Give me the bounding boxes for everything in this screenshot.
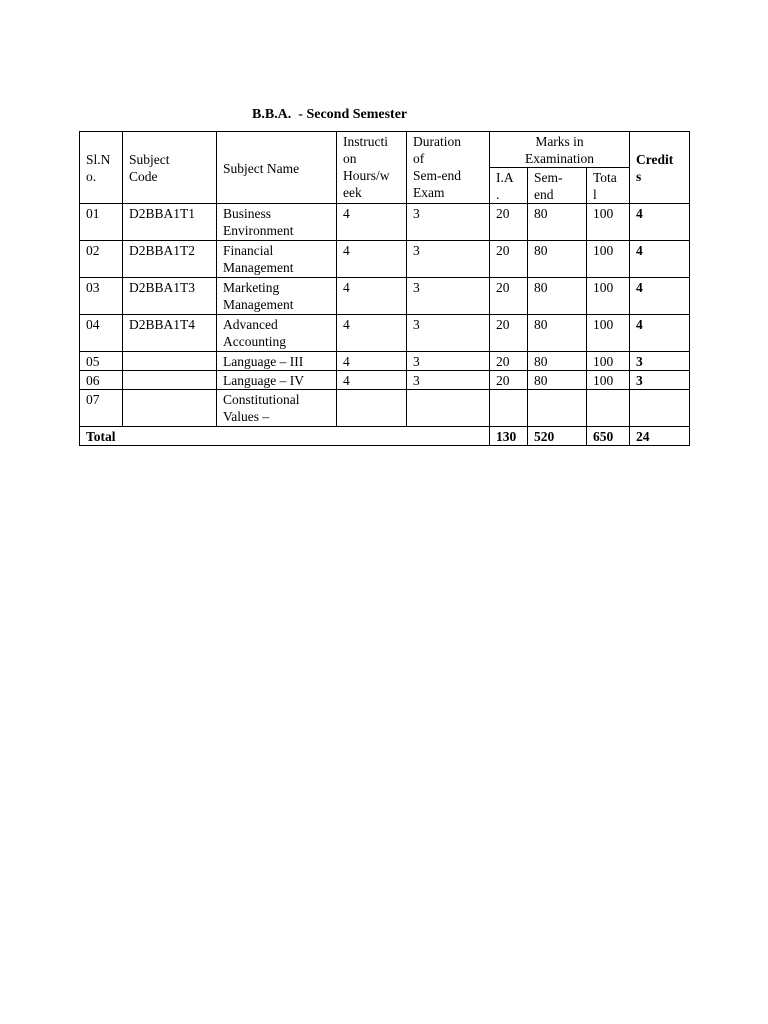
header-marks-group: Marks in Examination (490, 132, 630, 168)
cell-subject-code: D2BBA1T3 (123, 278, 217, 315)
cell-sl-no: 04 (80, 315, 123, 352)
cell-ia: 20 (490, 371, 528, 390)
cell-sl-no: 07 (80, 390, 123, 427)
cell-sem-end: 80 (528, 315, 587, 352)
cell-total: 100 (587, 371, 630, 390)
cell-total: 100 (587, 315, 630, 352)
cell-subject-name: Financial Management (217, 241, 337, 278)
cell-subject-code (123, 390, 217, 427)
total-sem-end: 520 (528, 427, 587, 446)
cell-total: 100 (587, 352, 630, 371)
cell-credits (630, 390, 690, 427)
cell-instruction-hours (337, 390, 407, 427)
cell-sem-end (528, 390, 587, 427)
cell-sem-end: 80 (528, 241, 587, 278)
cell-duration: 3 (407, 278, 490, 315)
cell-instruction-hours: 4 (337, 352, 407, 371)
table-row (80, 241, 690, 278)
total-total: 650 (587, 427, 630, 446)
cell-duration: 3 (407, 241, 490, 278)
cell-subject-code: D2BBA1T2 (123, 241, 217, 278)
cell-sl-no: 01 (80, 204, 123, 241)
cell-total: 100 (587, 241, 630, 278)
cell-subject-name: Constitutional Values – (217, 390, 337, 427)
total-ia: 130 (490, 427, 528, 446)
cell-total: 100 (587, 278, 630, 315)
header-credits: Credit s (630, 132, 690, 204)
cell-credits: 3 (630, 352, 690, 371)
semester-table (79, 131, 690, 446)
cell-sem-end: 80 (528, 371, 587, 390)
cell-ia (490, 390, 528, 427)
cell-ia: 20 (490, 315, 528, 352)
cell-duration: 3 (407, 371, 490, 390)
cell-subject-code: D2BBA1T1 (123, 204, 217, 241)
cell-sl-no: 02 (80, 241, 123, 278)
total-label: Total (80, 427, 490, 446)
cell-sl-no: 03 (80, 278, 123, 315)
cell-subject-code (123, 352, 217, 371)
table-row (80, 315, 690, 352)
cell-sem-end: 80 (528, 204, 587, 241)
cell-credits: 4 (630, 204, 690, 241)
cell-credits: 3 (630, 371, 690, 390)
header-instruction-hours: Instructi on Hours/w eek (337, 132, 407, 204)
header-subject-name: Subject Name (217, 132, 337, 204)
cell-sl-no: 06 (80, 371, 123, 390)
cell-ia: 20 (490, 241, 528, 278)
cell-subject-name: Business Environment (217, 204, 337, 241)
cell-sem-end: 80 (528, 278, 587, 315)
cell-sem-end: 80 (528, 352, 587, 371)
cell-subject-name: Language – IV (217, 371, 337, 390)
table-row (80, 204, 690, 241)
header-sem-end: Sem- end (528, 168, 587, 204)
cell-subject-code: D2BBA1T4 (123, 315, 217, 352)
cell-instruction-hours: 4 (337, 315, 407, 352)
cell-ia: 20 (490, 278, 528, 315)
total-credits: 24 (630, 427, 690, 446)
table-row (80, 278, 690, 315)
cell-credits: 4 (630, 278, 690, 315)
cell-subject-code (123, 371, 217, 390)
cell-ia: 20 (490, 204, 528, 241)
header-total: Tota l (587, 168, 630, 204)
table-row (80, 371, 690, 390)
cell-duration: 3 (407, 204, 490, 241)
cell-sl-no: 05 (80, 352, 123, 371)
cell-duration (407, 390, 490, 427)
header-row-1 (80, 132, 690, 168)
page-title: B.B.A. - Second Semester (252, 107, 408, 122)
cell-instruction-hours: 4 (337, 371, 407, 390)
cell-duration: 3 (407, 315, 490, 352)
table-row (80, 390, 690, 427)
cell-credits: 4 (630, 315, 690, 352)
cell-instruction-hours: 4 (337, 278, 407, 315)
table-row (80, 352, 690, 371)
header-duration: Duration of Sem-end Exam (407, 132, 490, 204)
cell-total (587, 390, 630, 427)
cell-ia: 20 (490, 352, 528, 371)
cell-instruction-hours: 4 (337, 241, 407, 278)
cell-instruction-hours: 4 (337, 204, 407, 241)
cell-subject-name: Advanced Accounting (217, 315, 337, 352)
total-row (80, 427, 690, 446)
cell-subject-name: Language – III (217, 352, 337, 371)
cell-credits: 4 (630, 241, 690, 278)
cell-subject-name: Marketing Management (217, 278, 337, 315)
header-slno: Sl.N o. (80, 132, 123, 204)
header-subject-code: Subject Code (123, 132, 217, 204)
header-ia: I.A . (490, 168, 528, 204)
cell-duration: 3 (407, 352, 490, 371)
cell-total: 100 (587, 204, 630, 241)
